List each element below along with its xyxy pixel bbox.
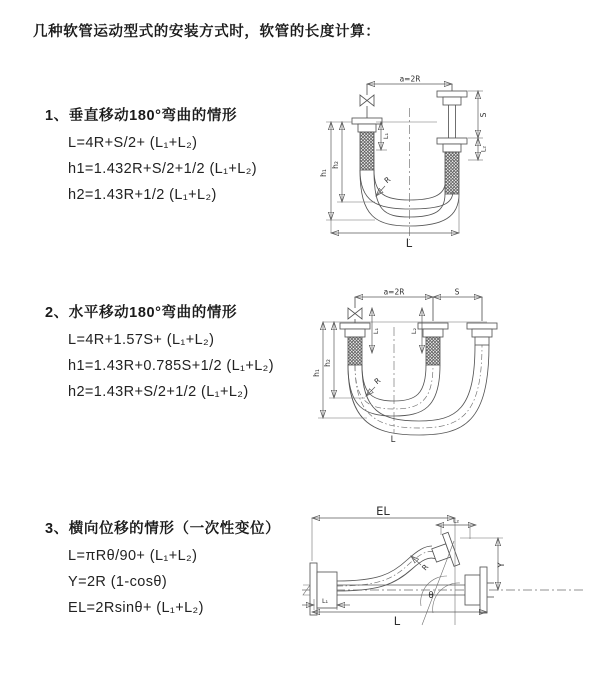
section-3 [45, 517, 280, 616]
left-flange [340, 323, 370, 365]
braided-hose-section [445, 152, 459, 194]
dim-label-s: S [454, 287, 460, 297]
section-3-formula-L: L=πRθ/90+ (L₁+L₂) [68, 548, 198, 564]
section-3-formula-Y: Y=2R (1-cosθ) [68, 574, 168, 590]
section-2-formula-h1: h1=1.43R+0.785S+1/2 (L₁+L₂) [68, 358, 274, 374]
dim-length [312, 612, 487, 628]
section-1-heading: 1、垂直移动180°弯曲的情形 [45, 108, 238, 124]
dim-l2 [436, 517, 476, 540]
section-1-formula-h2: h2=1.43R+1/2 (L₁+L₂) [68, 187, 217, 203]
hose-centerline [302, 585, 585, 595]
dim-label-el: EL [376, 504, 390, 518]
dim-label-a2r: a=2R [399, 74, 421, 84]
dim-h1 [319, 122, 437, 220]
section-1 [45, 104, 257, 203]
dim-label-l2: L₂ [479, 145, 488, 153]
section-3-heading: 3、横向位移的情形（一次性变位） [45, 521, 281, 537]
braided-hose-section [348, 337, 362, 365]
dim-label-theta: θ [428, 591, 434, 601]
dim-label-l: L [390, 435, 396, 445]
section-2-formula-h2: h2=1.43R+S/2+1/2 (L₁+L₂) [68, 384, 249, 400]
page-title: 几种软管运动型式的安装方式时，软管的长度计算： [33, 24, 381, 40]
section-2-formula-L: L=4R+1.57S+ (L₁+L₂) [68, 332, 215, 348]
dim-label-l1: L₁ [382, 132, 390, 140]
dim-label-r: R [382, 174, 393, 186]
diagram-vertical-180-bend [315, 70, 585, 262]
dim-label-y: Y [497, 562, 507, 568]
dim-label-l: L [393, 614, 401, 628]
dim-l2 [468, 138, 488, 160]
middle-flange [418, 297, 448, 365]
dim-label-s: S [479, 112, 488, 118]
dim-a2r [367, 75, 452, 85]
dim-theta [428, 591, 433, 601]
valve-icon [348, 297, 362, 323]
dim-radius [376, 175, 392, 196]
right-flange [467, 297, 497, 345]
braided-hose-section [360, 132, 374, 170]
dim-l2 [410, 308, 422, 353]
dim-s [468, 91, 488, 138]
section-2 [45, 301, 274, 400]
dim-label-h1: h₁ [312, 369, 321, 377]
dim-l1 [376, 122, 390, 150]
diagram-horizontal-180-bend [312, 283, 600, 455]
valve-icon [360, 84, 374, 118]
section-1-formula-L: L=4R+S/2+ (L₁+L₂) [68, 135, 198, 151]
dim-s [433, 288, 482, 298]
dim-label-l1: L₁ [321, 597, 329, 605]
dim-label-a2r: a=2R [383, 287, 405, 297]
dim-label-h1: h₁ [319, 169, 328, 177]
diagram-lateral-displacement [300, 505, 598, 660]
right-flange-stack [437, 84, 467, 194]
left-flange [352, 118, 382, 170]
section-2-heading: 2、水平移动180°弯曲的情形 [45, 305, 238, 321]
dim-label-l2: L₂ [452, 516, 460, 525]
section-3-formula-EL: EL=2Rsinθ+ (L₁+L₂) [68, 600, 204, 616]
dim-label-r: R [419, 562, 431, 573]
braided-hose-section [426, 337, 440, 365]
dim-label-l: L [405, 236, 413, 250]
hose-u-curves [348, 345, 489, 435]
dim-label-r: R [372, 375, 383, 387]
dim-label-h2: h₂ [331, 161, 340, 169]
dim-l1 [372, 308, 380, 353]
dim-label-l1: L₁ [372, 327, 380, 335]
section-1-formula-h1: h1=1.432R+S/2+1/2 (L₁+L₂) [68, 161, 258, 177]
dim-label-h2: h₂ [323, 359, 332, 367]
dim-a2r [355, 288, 433, 298]
dim-label-l2: L₂ [410, 327, 418, 335]
